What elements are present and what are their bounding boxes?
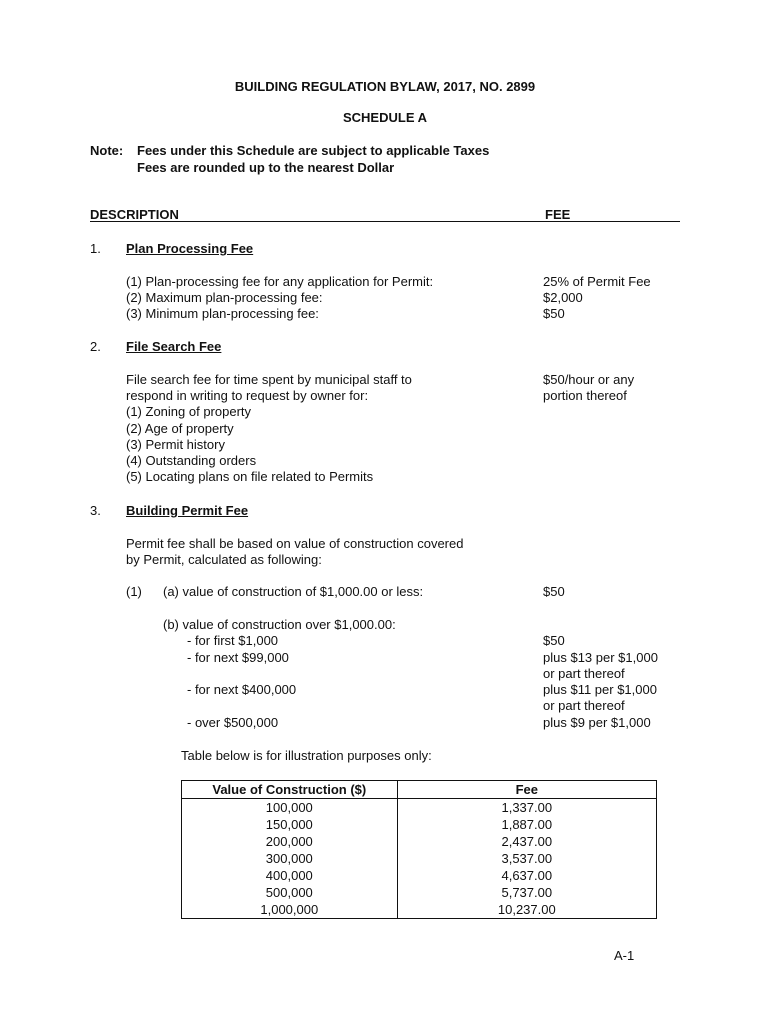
text-line: by Permit, calculated as following: <box>126 552 322 567</box>
section-number: 1. <box>90 241 101 256</box>
list-item: (5) Locating plans on file related to Permits <box>126 469 374 484</box>
table-row <box>182 833 657 850</box>
table-cell: 400,000 <box>182 867 398 884</box>
section-title-building-permit: Building Permit Fee <box>126 503 249 518</box>
tier-label: - over $500,000 <box>187 715 279 730</box>
fee-value: $50 <box>543 633 565 648</box>
clause-b-text: (b) value of construction over $1,000.00: <box>163 617 396 632</box>
table-row <box>182 816 657 833</box>
table-cell: 1,000,000 <box>182 901 398 919</box>
table-cell: 500,000 <box>182 884 398 901</box>
note-rounding: Fees are rounded up to the nearest Dollar <box>137 160 395 175</box>
fee-illustration-table <box>181 780 657 919</box>
list-item: (2) Maximum plan-processing fee: <box>126 290 323 305</box>
table-cell: 4,637.00 <box>397 867 656 884</box>
text-line: Permit fee shall be based on value of construction covered <box>126 536 464 551</box>
section-title-file-search: File Search Fee <box>126 339 222 354</box>
list-item: (2) Age of property <box>126 421 234 436</box>
note-taxes: Fees under this Schedule are subject to applicable Taxes <box>137 143 490 158</box>
fee-value: $50 <box>543 306 565 321</box>
page-number: A-1 <box>614 948 635 963</box>
table-cell: 150,000 <box>182 816 398 833</box>
fee-value: portion thereof <box>543 388 627 403</box>
table-row <box>182 799 657 817</box>
table-cell: 300,000 <box>182 850 398 867</box>
table-cell: 1,887.00 <box>397 816 656 833</box>
list-item: (3) Minimum plan-processing fee: <box>126 306 319 321</box>
text-line: respond in writing to request by owner for: <box>126 388 369 403</box>
table-cell: 5,737.00 <box>397 884 656 901</box>
fee-value: $2,000 <box>543 290 583 305</box>
subsection-number: (1) <box>126 584 142 599</box>
tier-label: - for next $400,000 <box>187 682 297 697</box>
table-cell: 3,537.00 <box>397 850 656 867</box>
list-item: (4) Outstanding orders <box>126 453 257 468</box>
table-header-row <box>182 781 657 799</box>
document-title: BUILDING REGULATION BYLAW, 2017, NO. 2899 <box>234 79 536 94</box>
fee-value: or part thereof <box>543 666 625 681</box>
table-row <box>182 884 657 901</box>
table-cell: 10,237.00 <box>397 901 656 919</box>
column-header-rule <box>90 221 680 222</box>
column-header-value: Value of Construction ($) <box>182 781 398 799</box>
tier-label: - for first $1,000 <box>187 633 279 648</box>
table-cell: 2,437.00 <box>397 833 656 850</box>
table-cell: 100,000 <box>182 799 398 817</box>
section-title-plan-processing: Plan Processing Fee <box>126 241 254 256</box>
fee-column-header: FEE <box>545 207 571 222</box>
fee-value: 25% of Permit Fee <box>543 274 651 289</box>
table-caption: Table below is for illustration purposes only: <box>181 748 432 763</box>
list-item: (1) Zoning of property <box>126 404 252 419</box>
fee-value: plus $9 per $1,000 <box>543 715 651 730</box>
table-row <box>182 867 657 884</box>
fee-value: plus $13 per $1,000 <box>543 650 658 665</box>
description-column-header: DESCRIPTION <box>90 207 179 222</box>
clause-a-text: (a) value of construction of $1,000.00 or less: <box>163 584 424 599</box>
table-cell: 200,000 <box>182 833 398 850</box>
column-header-fee: Fee <box>397 781 656 799</box>
note-label: Note: <box>90 143 124 158</box>
tier-label: - for next $99,000 <box>187 650 289 665</box>
table-row <box>182 850 657 867</box>
list-item: (1) Plan-processing fee for any application for Permit: <box>126 274 434 289</box>
fee-value: plus $11 per $1,000 <box>543 682 657 697</box>
fee-value: $50/hour or any <box>543 372 635 387</box>
list-item: (3) Permit history <box>126 437 225 452</box>
table-cell: 1,337.00 <box>397 799 656 817</box>
section-number: 3. <box>90 503 101 518</box>
text-line: File search fee for time spent by municipal staff to <box>126 372 412 387</box>
table-row <box>182 901 657 919</box>
schedule-heading: SCHEDULE A <box>342 110 428 125</box>
fee-value: or part thereof <box>543 698 625 713</box>
section-number: 2. <box>90 339 101 354</box>
fee-value: $50 <box>543 584 565 599</box>
